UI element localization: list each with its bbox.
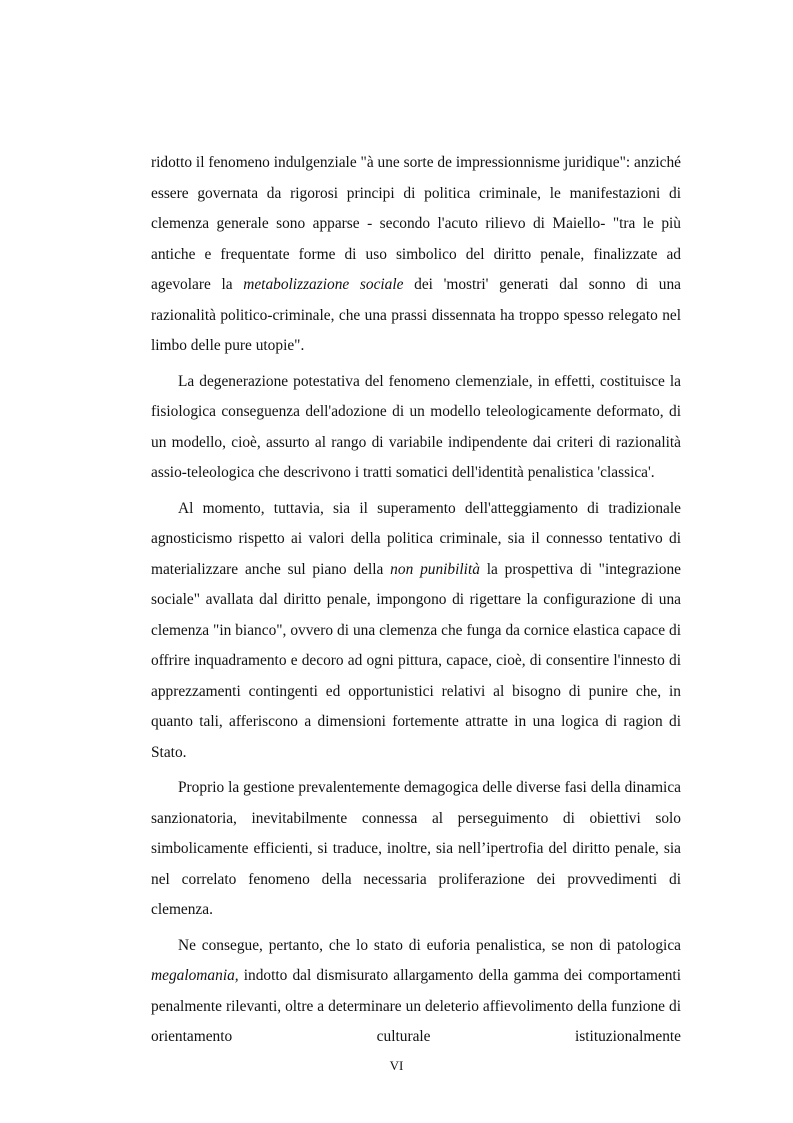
body-text bbox=[151, 148, 681, 1053]
paragraph: Proprio la gestione prevalentemente demagogica delle diverse fasi della dinamica sanzionatoria, inevitabilmente connessa al perseguimento di obiettivi solo simbolicamente efficienti, si traduce, inoltre, sia nell’ipertrofia del diritto penale, sia nel correlato fenomeno della necessaria proliferazione dei provvedimenti di clemenza. bbox=[151, 779, 681, 918]
paragraph: ridotto il fenomeno indulgenziale "à une sorte de impressionnisme juridique": anziché essere governata da rigorosi principi di politica criminale, le manifestazioni di clemenza generale sono apparse - secondo l'acuto rilievo di Maiello- "tra le più antiche e frequentate forme di uso simbolico del diritto penale, finalizzate ad agevolare la metabolizzazione sociale dei 'mostri' generati dal sonno di una razionalità politico-criminale, che una prassi dissennata ha troppo spesso relegato nel limbo delle pure utopie". bbox=[151, 154, 681, 354]
paragraph: Al momento, tuttavia, sia il superamento dell'atteggiamento di tradizionale agnosticismo rispetto ai valori della politica criminale, sia il connesso tentativo di materializzare anche sul piano della non punibilità la prospettiva di "integrazione sociale" avallata dal diritto penale, impongono di rigettare la configurazione di una clemenza "in bianco", ovvero di una clemenza che funga da cornice elastica capace di offrire inquadramento e decoro ad ogni pittura, capace, cioè, di consentire l'innesto di apprezzamenti contingenti ed opportunistici relativi al bisogno di punire che, in quanto tali, afferiscono a dimensioni fortemente attratte in una logica di ragion di Stato. bbox=[151, 499, 681, 761]
page-number: VI bbox=[389, 1058, 404, 1073]
paragraph: La degenerazione potestativa del fenomeno clemenziale, in effetti, costituisce la fisiologica conseguenza dell'adozione di un modello teleologicamente deformato, di un modello, cioè, assurto al rango di variabile indipendente dai criteri di razionalità assio-teleologica che descrivono i tratti somatici dell'identità penalistica 'classica'. bbox=[151, 372, 681, 481]
paragraph: Ne consegue, pertanto, che lo stato di euforia penalistica, se non di patologica megalomania, indotto dal dismisurato allargamento della gamma dei comportamenti penalmente rilevanti, oltre a determinare un deleterio affievolimento della funzione di orientamento culturale istituzionalmente bbox=[151, 936, 681, 1045]
